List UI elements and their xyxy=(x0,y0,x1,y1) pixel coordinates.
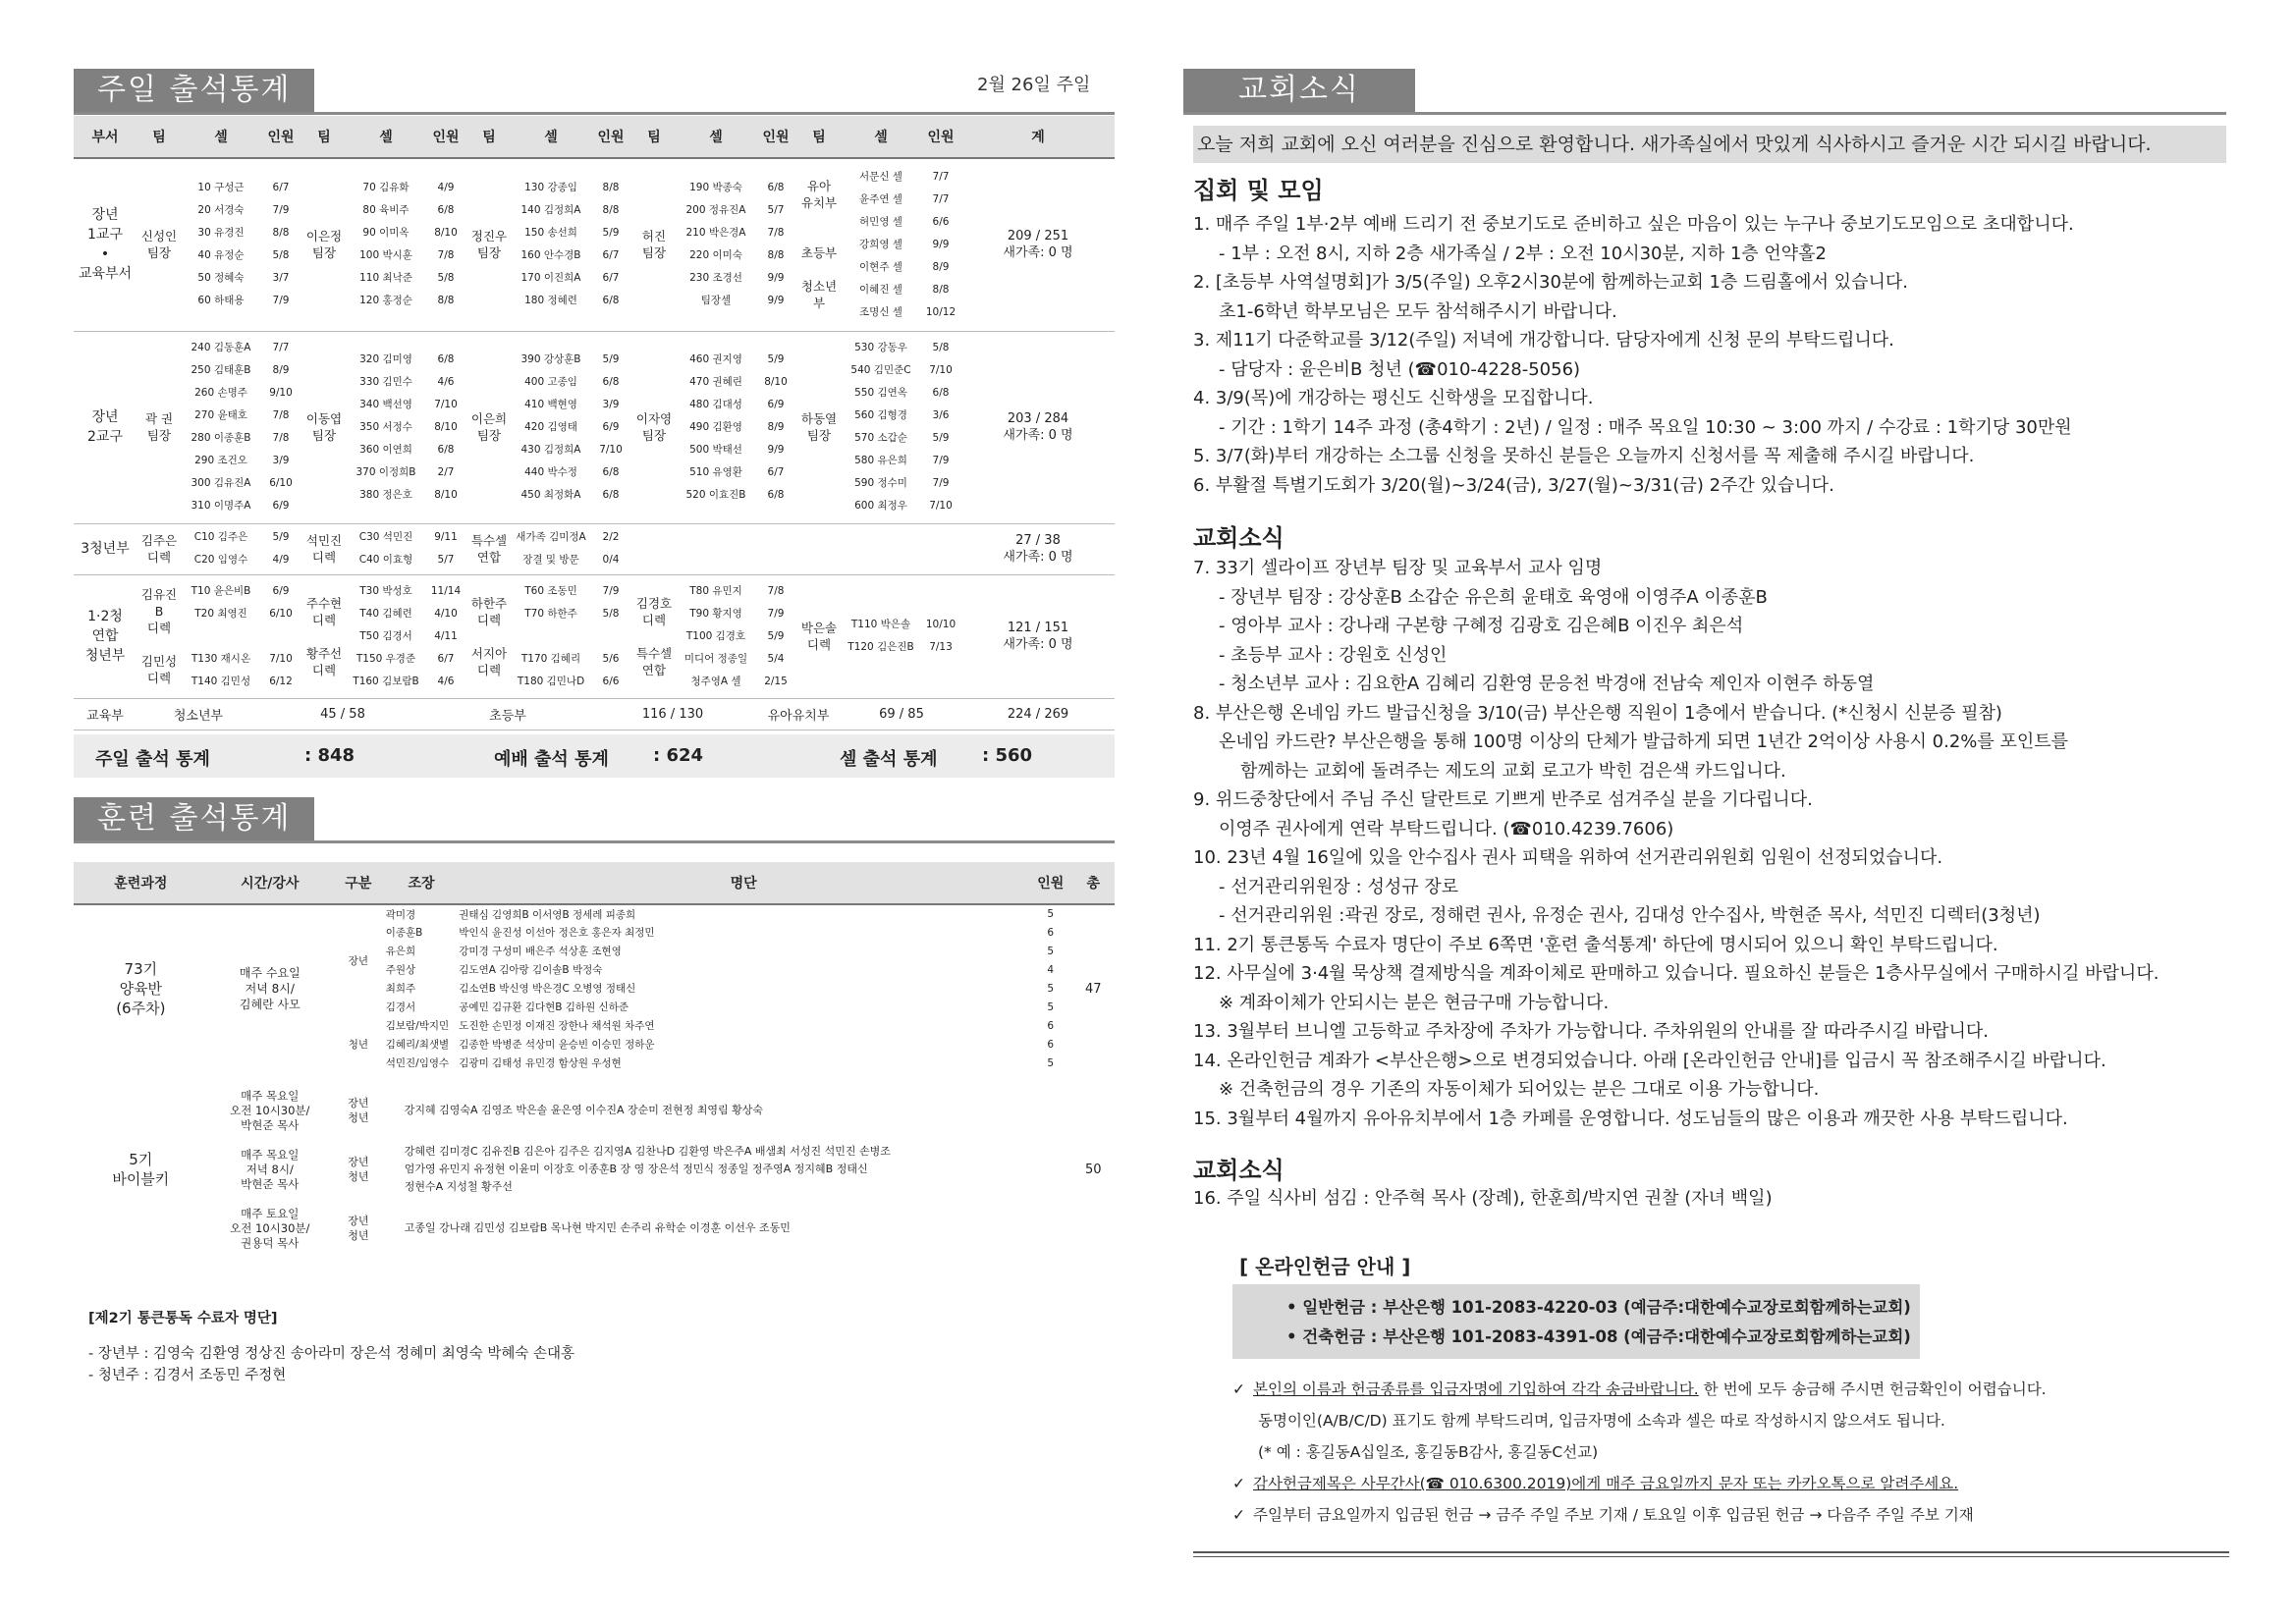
header-cell: 팀 xyxy=(137,116,182,158)
news-item: 2. [초등부 사역설명회]가 3/5(주일) 오후2시30분에 함께하는교회 1층 드림홀에서 있습니다. xyxy=(1193,272,1908,293)
cell-names: 새가족 김미정A 장결 및 방문 xyxy=(512,523,590,574)
cell-names: T60 조동민 T70 하한주 T170 김혜리 T180 김민나D xyxy=(512,574,590,698)
team-name: 이은희 팀장 xyxy=(466,331,512,523)
edu-label: 교육부 xyxy=(74,698,137,730)
cell-names: 70 김유화 80 육비주 90 이미옥 100 박시훈 110 최낙준 120 홍정순 xyxy=(347,158,425,331)
worship-attendance-value: : 624 xyxy=(653,745,704,766)
team-name: 이자영 팀장 xyxy=(631,331,677,523)
team-name: 이동엽 팀장 xyxy=(301,331,347,523)
team-name: 정진우 팀장 xyxy=(466,158,512,331)
news-item: - 선거관리위원장 : 성성규 장로 xyxy=(1219,876,1459,897)
cell-names: C10 김주은 C20 임영수 xyxy=(182,523,260,574)
attendance-header-bar xyxy=(74,69,1115,115)
header-cell: 셀 xyxy=(347,116,425,158)
news-item: 5. 3/7(화)부터 개강하는 소그룹 신청을 못하신 분들은 오늘까지 신청서를 꼭 제출해 주시길 바랍니다. xyxy=(1193,446,1975,466)
group-leader: 석민진/임영수 xyxy=(385,1057,450,1069)
cell-counts: 4/9 6/8 8/10 7/8 5/8 8/8 xyxy=(425,158,466,331)
member-names: 공예민 김규환 김다현B 김하원 신하준 xyxy=(459,1001,629,1013)
group-leader: 김경서 xyxy=(385,1001,416,1013)
team-name xyxy=(631,523,677,574)
news-item: - 청소년부 교사 : 김요한A 김혜리 김환영 문응천 박경애 전남숙 제인자 이현주 하동열 xyxy=(1219,674,1875,694)
header-cell: 인원 xyxy=(755,116,796,158)
dept-row xyxy=(74,574,1115,698)
course-time: 매주 토요일 오전 10시30분/ 권용덕 목사 xyxy=(230,1206,310,1250)
cell-counts: 6/8 4/6 7/10 8/10 6/8 2/7 8/10 xyxy=(425,331,466,523)
news-item: 8. 부산은행 온네임 카드 발급신청을 3/10(금) 부산은행 직원이 1층에서 받습니다. (*신청시 신분증 필참) xyxy=(1193,702,2002,724)
header-cell: 셀 xyxy=(512,116,590,158)
training-table xyxy=(74,862,1115,1255)
header-cell: 인원 xyxy=(260,116,301,158)
cell-counts: 5/8 7/10 6/8 3/6 5/9 7/9 7/9 7/10 xyxy=(920,331,961,523)
news-item: 초1-6학년 학부모님은 모두 참석해주시기 바랍니다. xyxy=(1219,300,1617,322)
cell-counts: 5/9 6/8 3/9 6/9 7/10 6/8 6/8 xyxy=(590,331,631,523)
news-item: 이영주 권사에게 연락 부탁드립니다. (☎010.4239.7606) xyxy=(1219,818,1674,839)
cell-counts xyxy=(920,523,961,574)
member-count: 5 xyxy=(1047,908,1055,920)
team-name: 허진 팀장 xyxy=(631,158,677,331)
news-item: 11. 2기 통큰통독 수료자 명단이 주보 6쪽면 '훈련 출석통계' 하단에 명시되어 있으니 확인 부탁드립니다. xyxy=(1193,934,1998,955)
graduates-youth: - 청년주 : 김경서 조동민 주정현 xyxy=(88,1368,287,1383)
cell-names: 190 박종숙 200 정유진A 210 박은경A 220 이미숙 230 조경선 팀장셀 xyxy=(677,158,755,331)
meal-sponsor-item: 16. 주일 식사비 섬김 : 안주혁 목사 (장례), 한훈희/박지연 권찰 (자녀 백일) xyxy=(1193,1188,1773,1209)
training-header-cell: 훈련과정 xyxy=(74,862,208,904)
member-names: 김도연A 김아랑 김이솔B 박정숙 xyxy=(459,964,603,976)
cell-names: 서문신 셀 윤주연 셀 허민영 셀 강희영 셀 이현주 셀 이혜진 셀 조명신 셀 xyxy=(842,158,920,331)
graduates-title: [제2기 통큰통독 수료자 명단] xyxy=(88,1311,278,1326)
header-cell: 인원 xyxy=(425,116,466,158)
dept-row xyxy=(74,523,1115,574)
group-leader: 최희주 xyxy=(385,983,416,995)
news-item: 10. 23년 4월 16일에 있을 안수집사 권사 피택을 위하여 선거관리위원회 임원이 선정되었습니다. xyxy=(1193,847,1943,868)
member-names: 강혜련 김미경C 김유진B 김은아 김주은 김지영A 김찬나D 김환영 박은주A 배샘최 서성진 석민진 손병조 엄가영 유민지 유정현 이윤미 이장호 이종훈B 장 영 장은석 정민식 정종일 정주영A 정지혜B 정태신 정현수A 지성철 황주선 xyxy=(404,1145,891,1193)
worship-attendance-label: 예배 출석 통계 xyxy=(494,749,609,770)
dept-total: 203 / 284 새가족: 0 명 xyxy=(961,331,1115,523)
header-cell: 셀 xyxy=(842,116,920,158)
note-text: 감사헌금제목은 사무간사(☎ 010.6300.2019)에게 매주 금요일까지 문자 또는 카카오톡으로 알려주세요. xyxy=(1253,1475,1959,1492)
bottom-rule-2 xyxy=(1193,1556,2229,1557)
header-cell: 팀 xyxy=(301,116,347,158)
cell-counts: 11/14 4/10 4/11 6/7 4/6 xyxy=(425,574,466,698)
course-total: 50 xyxy=(1084,1162,1102,1177)
team-name: 석민진 디렉 xyxy=(301,523,347,574)
edu-total: 224 / 269 xyxy=(961,698,1115,730)
member-count: 5 xyxy=(1047,945,1055,957)
news-item: 함께하는 교회에 돌려주는 제도의 교회 로고가 박힌 검은색 카드입니다. xyxy=(1240,760,1786,782)
training-header-cell: 구분 xyxy=(332,862,385,904)
news-item: 7. 33기 셀라이프 장년부 팀장 및 교육부서 교사 임명 xyxy=(1193,558,1603,578)
team-name: 유아 유치부 초등부 청소년부 xyxy=(796,158,842,331)
cell-counts: 6/8 5/7 7/8 8/8 9/9 9/9 xyxy=(755,158,796,331)
education-row xyxy=(74,698,1115,730)
member-count: 5 xyxy=(1047,1001,1055,1013)
news-item: 14. 온라인헌금 계좌가 <부산은행>으로 변경되었습니다. 아래 [온라인헌금 안내]를 입금시 꼭 참조해주시길 바랍니다. xyxy=(1193,1050,2106,1071)
news-item: ※ 계좌이체가 안되시는 분은 현금구매 가능합니다. xyxy=(1219,992,1610,1013)
cell-attendance-label: 셀 출석 통계 xyxy=(840,749,938,770)
offering-note xyxy=(1232,1374,2224,1405)
training-header-row xyxy=(74,862,1115,904)
team-name: 하한주 디렉 서지아 디렉 xyxy=(466,574,512,698)
cell-counts: 6/7 7/9 8/8 5/8 3/7 7/9 xyxy=(260,158,301,331)
member-names: 김종한 박병준 석상미 윤승빈 이승민 정하운 xyxy=(459,1039,655,1051)
course-time: 매주 목요일 오전 10시30분/ 박현준 목사 xyxy=(230,1088,310,1132)
header-cell: 인원 xyxy=(920,116,961,158)
training-header-cell: 명단 xyxy=(458,862,1029,904)
group-leader: 김보람/박지민 xyxy=(385,1020,450,1032)
cell-names: C30 석민진 C40 이효형 xyxy=(347,523,425,574)
building-offering-account: • 건축헌금 : 부산은행 101-2083-4391-08 (예금주:대한예수교장로회함께하는교회) xyxy=(1286,1327,1911,1346)
member-names: 강미경 구성미 배은주 석상훈 조현영 xyxy=(459,946,622,957)
member-names: 도진한 손민정 이재진 장한나 채석원 차주연 xyxy=(459,1020,655,1032)
member-names: 김소연B 박신영 박은경C 오병영 정태신 xyxy=(459,983,636,995)
cell-counts: 7/8 7/9 5/9 5/4 2/15 xyxy=(755,574,796,698)
cell-names: 530 강동우 540 김민준C 550 김연옥 560 김형경 570 소갑순 580 유은희 590 정수미 600 최정우 xyxy=(842,331,920,523)
cell-names: T110 박은솔 T120 김은진B xyxy=(842,574,920,698)
member-count: 5 xyxy=(1047,1056,1055,1069)
cell-counts: 7/9 5/8 5/6 6/6 xyxy=(590,574,631,698)
group-leader: 김혜리/최샛별 xyxy=(385,1039,450,1051)
bottom-rule xyxy=(1193,1551,2229,1553)
cell-counts xyxy=(755,523,796,574)
youth-label: 청소년부 xyxy=(137,698,260,730)
division: 장년 청년 xyxy=(348,1156,369,1183)
group-leader: 곽미경 xyxy=(385,908,416,921)
team-name: 하동열 팀장 xyxy=(796,331,842,523)
member-count: 6 xyxy=(1047,1038,1055,1051)
member-count: 4 xyxy=(1047,963,1055,976)
cell-names: 320 김미영 330 김민수 340 백선영 350 서정수 360 이연희 370 이정희B 380 정은호 xyxy=(347,331,425,523)
cell-names: T30 박성호 T40 김혜련 T50 김경서 T150 우경준 T160 김보람B xyxy=(347,574,425,698)
training-row xyxy=(74,904,1115,923)
attendance-table xyxy=(74,116,1115,730)
header-cell: 팀 xyxy=(631,116,677,158)
news-item: 3. 제11기 다준학교를 3/12(주일) 저녁에 개강합니다. 담당자에게 신청 문의 부탁드립니다. xyxy=(1193,330,1894,351)
news-item: ※ 건축헌금의 경우 기존의 자동이체가 되어있는 분은 그대로 이용 가능합니다. xyxy=(1219,1079,1820,1100)
training-title: 훈련 출석통계 xyxy=(74,797,314,840)
attendance-title: 주일 출석통계 xyxy=(74,69,314,112)
course-name: 73기 양육반 (6주차) xyxy=(116,960,166,1017)
cell-counts: 8/8 8/8 5/9 6/7 6/7 6/8 xyxy=(590,158,631,331)
cell-counts: 6/9 6/10 7/10 6/12 xyxy=(260,574,301,698)
course-total: 47 xyxy=(1084,981,1102,997)
dept-name: 3청년부 xyxy=(74,523,137,574)
dept-row xyxy=(74,331,1115,523)
dept-total: 27 / 38 새가족: 0 명 xyxy=(961,523,1115,574)
training-row xyxy=(74,1202,1115,1255)
news-item: - 기간 : 1학기 14주 과정 (총4학기 : 2년) / 일정 : 매주 목요일 10:30 ~ 3:00 까지 / 수강료 : 1학기당 30만원 xyxy=(1219,416,2072,438)
cell-names: 130 강종임 140 김정희A 150 송선희 160 안수경B 170 이진희A 180 정혜련 xyxy=(512,158,590,331)
header-cell: 셀 xyxy=(182,116,260,158)
dept-name: 장년 1교구 • 교육부서 xyxy=(74,158,137,331)
note-text: 동명이인(A/B/C/D) 표기도 함께 부탁드리며, 입금자명에 소속과 셀은 따로 작성하시지 않으셔도 됩니다. xyxy=(1258,1412,1945,1430)
youth-count: 45 / 58 xyxy=(260,698,425,730)
training-row xyxy=(74,1084,1115,1137)
news-item: - 담당자 : 윤은비B 청년 (☎010-4228-5056) xyxy=(1219,358,1581,380)
offering-note xyxy=(1232,1436,2224,1468)
training-header-cell: 시간/강사 xyxy=(208,862,332,904)
news-heading: 교회소식 xyxy=(1193,524,1285,552)
training-spacer xyxy=(74,1072,1115,1084)
cell-names: 240 김동훈A 250 김태훈B 260 손명주 270 윤태호 280 이종훈B 290 조건오 300 김유진A 310 이명주A xyxy=(182,331,260,523)
cell-counts: 7/7 8/9 9/10 7/8 7/8 3/9 6/10 6/9 xyxy=(260,331,301,523)
cell-attendance-value: : 560 xyxy=(982,745,1033,766)
news-item: 12. 사무실에 3·4월 묵상책 결제방식을 계좌이체로 판매하고 있습니다. 필요하신 분들은 1층사무실에서 구매하시길 바랍니다. xyxy=(1193,963,2159,984)
header-cell: 팀 xyxy=(466,116,512,158)
cell-counts: 10/10 7/13 xyxy=(920,574,961,698)
dept-total: 209 / 251 새가족: 0 명 xyxy=(961,158,1115,331)
offering-note xyxy=(1232,1405,2224,1436)
graduates-list xyxy=(88,1308,574,1386)
team-name: 이은정 팀장 xyxy=(301,158,347,331)
meetings-heading: 집회 및 모임 xyxy=(1193,177,1324,204)
note-text: 주일부터 금요일까지 입금된 헌금 → 금주 주일 주보 기재 / 토요일 이후 입금된 헌금 → 다음주 주일 주보 기재 xyxy=(1253,1506,1974,1524)
offering-note xyxy=(1232,1468,2224,1499)
member-names: 고종일 강나래 김민성 김보람B 목나현 박지민 손주리 유학순 이경훈 이선우 조동민 xyxy=(404,1221,791,1234)
training-header-cell: 인원 xyxy=(1029,862,1071,904)
cell-names: 390 강상훈B 400 고종임 410 백현영 420 김영태 430 김정희A 440 박수정 450 최정화A xyxy=(512,331,590,523)
training-header-bar xyxy=(74,797,1115,843)
sunday-attendance-label: 주일 출석 통계 xyxy=(95,749,210,770)
training-row xyxy=(74,1137,1115,1202)
kindergarten-count: 69 / 85 xyxy=(842,698,961,730)
group-leader: 유은희 xyxy=(385,946,416,957)
graduates-adult: - 장년부 : 김영숙 김환영 정상진 송아라미 장은석 정혜미 최영숙 박혜숙 손대홍 xyxy=(88,1346,575,1362)
cell-counts: 7/7 7/7 6/6 9/9 8/9 8/8 10/12 xyxy=(920,158,961,331)
group-leader: 이종훈B xyxy=(385,927,423,939)
member-count: 6 xyxy=(1047,1019,1055,1032)
news-header-bar xyxy=(1183,69,2226,115)
cell-names: T80 유민지 T90 황지영 T100 김경호 미디어 정종일 청주영A 셀 xyxy=(677,574,755,698)
team-name: 특수셀 연합 xyxy=(466,523,512,574)
cell-names xyxy=(842,523,920,574)
member-names: 강지혜 김영숙A 김영조 박은솔 윤은영 이수진A 장순미 전현정 최영림 황상숙 xyxy=(404,1104,764,1116)
team-name: 김주은 디렉 xyxy=(137,523,182,574)
course-time: 매주 목요일 저녁 8시/ 박현준 목사 xyxy=(241,1147,300,1191)
online-offering-title: [ 온라인헌금 안내 ] xyxy=(1239,1255,1411,1278)
member-names: 김광미 김태성 유민경 함상원 우성현 xyxy=(459,1057,622,1069)
team-name xyxy=(796,523,842,574)
group-leader: 주원상 xyxy=(385,964,416,976)
dept-name: 장년 2교구 xyxy=(74,331,137,523)
cell-counts: 5/9 4/9 xyxy=(260,523,301,574)
team-name: 신성인 팀장 xyxy=(137,158,182,331)
news-item: - 초등부 교사 : 강원호 신성인 xyxy=(1219,644,1448,666)
cell-names: T10 윤은비B T20 최영진 T130 재시온 T140 김민성 xyxy=(182,574,260,698)
general-offering-account: • 일반헌금 : 부산은행 101-2083-4220-03 (예금주:대한예수교장로회함께하는교회) xyxy=(1286,1298,1911,1317)
news-list xyxy=(1193,554,2224,1133)
check-icon: ✓ xyxy=(1232,1475,1245,1492)
division-adult: 장년 xyxy=(348,955,368,967)
member-names: 박인식 윤진성 이선아 정은호 홍은자 최정민 xyxy=(459,927,655,939)
note-text: (* 예 : 홍길동A십일조, 홍길동B감사, 홍길동C선교) xyxy=(1258,1443,1599,1461)
elementary-label: 초등부 xyxy=(425,698,590,730)
news-item: - 장년부 팀장 : 강상훈B 소갑순 유은희 윤태호 육영애 이영주A 이종훈B xyxy=(1219,586,1768,608)
member-count: 5 xyxy=(1047,982,1055,995)
news-item: - 영아부 교사 : 강나래 구본향 구혜정 김광호 김은혜B 이진우 최은석 xyxy=(1219,616,1744,636)
sunday-attendance-value: : 848 xyxy=(304,745,355,766)
cell-counts: 2/2 0/4 xyxy=(590,523,631,574)
team-name: 곽 권 팀장 xyxy=(137,331,182,523)
header-cell: 팀 xyxy=(796,116,842,158)
cell-counts: 9/11 5/7 xyxy=(425,523,466,574)
news-title: 교회소식 xyxy=(1183,69,1415,112)
note-text-2: 한 번에 모두 송금해 주시면 헌금확인이 어렵습니다. xyxy=(1698,1380,2047,1398)
course-time: 매주 수요일 저녁 8시/ 김혜란 사모 xyxy=(239,966,301,1011)
cell-counts: 5/9 8/10 6/9 8/9 9/9 6/7 6/8 xyxy=(755,331,796,523)
check-icon: ✓ xyxy=(1232,1380,1245,1398)
team-name: 주수현 디렉 황주선 디렉 xyxy=(301,574,347,698)
cell-names: 10 구성근 20 서경숙 30 유경진 40 유정순 50 정혜숙 60 하태용 xyxy=(182,158,260,331)
training-header-cell: 총 xyxy=(1072,862,1116,904)
offering-notes xyxy=(1232,1374,2224,1531)
news-heading-2: 교회소식 xyxy=(1193,1157,1285,1184)
dept-name: 1·2청 연합 청년부 xyxy=(74,574,137,698)
course-name: 5기 바이블키 xyxy=(112,1151,170,1188)
news-item: 15. 3월부터 4월까지 유아유치부에서 1층 카페를 운영합니다. 성도님들의 많은 이용과 깨끗한 사용 부탁드립니다. xyxy=(1193,1108,2068,1129)
check-icon: ✓ xyxy=(1232,1506,1245,1524)
offering-note xyxy=(1232,1499,2224,1531)
news-item: 9. 위드중창단에서 주님 주신 달란트로 기쁘게 반주로 섬겨주실 분을 기다립니다. xyxy=(1193,789,1813,810)
dept-total: 121 / 151 새가족: 0 명 xyxy=(961,574,1115,698)
news-item: 13. 3월부터 브니엘 고등학교 주차장에 주차가 가능합니다. 주차위원의 안내를 잘 따라주시길 바랍니다. xyxy=(1193,1021,1989,1042)
training-header-cell: 조장 xyxy=(385,862,459,904)
header-cell: 인원 xyxy=(590,116,631,158)
welcome-banner: 오늘 저희 교회에 오신 여러분을 진심으로 환영합니다. 새가족실에서 맛있게 식사하시고 즐거운 시간 되시길 바랍니다. xyxy=(1193,126,2226,163)
news-item: 6. 부활절 특별기도회가 3/20(월)~3/24(금), 3/27(월)~3/31(금) 2주간 있습니다. xyxy=(1193,474,1834,496)
header-cell: 부서 xyxy=(74,116,137,158)
news-item: 1. 매주 주일 1부·2부 예배 드리기 전 중보기도로 준비하고 싶은 마음이 있는 누구나 중보기도모임으로 초대합니다. xyxy=(1193,214,2074,235)
kindergarten-label: 유아유치부 xyxy=(755,698,842,730)
news-item: - 1부 : 오전 8시, 지하 2층 새가족실 / 2부 : 오전 10시30분, 지하 1층 언약홀2 xyxy=(1219,243,1828,264)
division-youth: 청년 xyxy=(348,1039,368,1051)
news-item: 온네임 카드란? 부산은행을 통해 100명 이상의 단체가 발급하게 되면 1년간 2억이상 사용시 0.2%를 포인트를 xyxy=(1219,731,2069,752)
member-names: 권태심 김영희B 이서영B 정세레 피종희 xyxy=(459,908,636,921)
news-item: 4. 3/9(목)에 개강하는 평신도 신학생을 모집합니다. xyxy=(1193,388,1594,408)
spacer-cell xyxy=(74,1072,1115,1084)
header-cell: 계 xyxy=(961,116,1115,158)
member-count: 6 xyxy=(1047,926,1055,939)
attendance-date: 2월 26일 주일 xyxy=(977,75,1091,95)
note-text: 본인의 이름과 헌금종류를 입금자명에 기입하여 각각 송금바랍니다. xyxy=(1253,1380,1699,1398)
team-name: 김유진B 디렉 김민성 디렉 xyxy=(137,574,182,698)
elementary-count: 116 / 130 xyxy=(590,698,755,730)
team-name: 김경호 디렉 특수셀 연합 xyxy=(631,574,677,698)
attendance-summary xyxy=(74,734,1115,778)
meetings-list xyxy=(1193,210,2224,500)
online-offering-box xyxy=(1232,1284,1920,1359)
header-cell: 셀 xyxy=(677,116,755,158)
division: 장년 청년 xyxy=(348,1097,369,1124)
attendance-header-row xyxy=(74,116,1115,158)
cell-names: 460 권지영 470 권혜린 480 김대성 490 김환영 500 박태선 510 유영환 520 이효진B xyxy=(677,331,755,523)
news-item: - 선거관리위원 :곽권 장로, 정해련 권사, 유정순 권사, 김대성 안수집사, 박현준 목사, 석민진 디렉터(3청년) xyxy=(1219,905,2041,926)
team-name: 박은솔 디렉 xyxy=(796,574,842,698)
cell-names xyxy=(677,523,755,574)
division: 장년 청년 xyxy=(348,1215,369,1242)
dept-row xyxy=(74,158,1115,331)
